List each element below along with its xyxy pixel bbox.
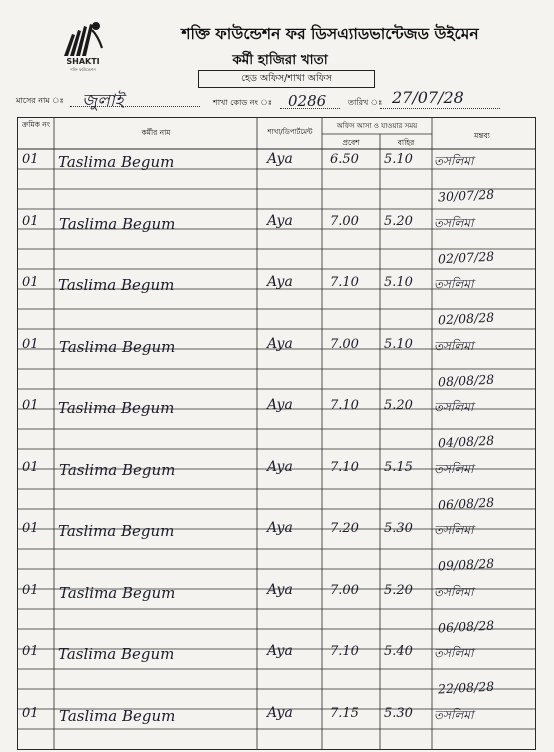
row-remarks: তসলিমা (434, 277, 474, 291)
row-entry-time: 7.00 (330, 582, 359, 598)
row-date-note: 06/08/28 (437, 617, 495, 635)
row-department: Aya (267, 704, 293, 721)
row-entry-time: 7.10 (330, 644, 359, 659)
row-employee-name: Taslima Begum (58, 399, 175, 417)
row-remarks: তসলিমা (434, 584, 474, 599)
shakti-logo (58, 16, 108, 76)
row-remarks: তসলিমা (434, 646, 474, 660)
row-serial: 01 (22, 336, 39, 352)
row-employee-name: Taslima Begum (59, 214, 176, 233)
header-office-time: অফিস আসা ও যাওয়ার সময় (336, 122, 418, 130)
header-serial: ক্রমিক নং (22, 120, 50, 129)
row-entry-time: 7.10 (330, 275, 359, 290)
row-serial: 01 (22, 398, 39, 413)
row-serial: 01 (22, 521, 39, 536)
row-date-note: 30/07/28 (437, 186, 495, 205)
date-value: 27/07/28 (392, 88, 464, 107)
logo-subtext: শক্তি ফাউন্ডেশন (70, 67, 96, 72)
row-department: Aya (267, 397, 293, 413)
row-remarks: তসলিমা (434, 523, 474, 537)
row-exit-time: 5.30 (384, 521, 413, 536)
row-department: Aya (267, 151, 293, 167)
row-date-note: 04/08/28 (437, 432, 495, 451)
row-department: Aya (267, 643, 293, 659)
row-employee-name: Taslima Begum (58, 645, 175, 663)
row-exit-time: 5.20 (384, 213, 413, 229)
row-employee-name: Taslima Begum (58, 153, 175, 171)
row-date-note: 22/08/28 (437, 678, 495, 697)
branch-code-value: 0286 (288, 92, 327, 110)
organization-title: শক্তি ফাউন্ডেশন ফর ডিসএ্যাডভান্টেজড উইমেন (181, 25, 479, 43)
row-serial: 01 (22, 152, 39, 167)
row-remarks: তসলিমা (434, 461, 474, 476)
row-exit-time: 5.30 (384, 705, 413, 721)
shakti-logo-icon (58, 16, 108, 58)
header-name: কর্মীর নাম (141, 128, 171, 137)
row-department: Aya (267, 212, 293, 229)
logo-text: SHAKTI (66, 57, 100, 66)
month-label: মাসের নাম ঃ (16, 96, 64, 105)
row-remarks: তসলিমা (434, 215, 474, 230)
row-serial: 01 (22, 459, 39, 475)
row-entry-time: 7.00 (330, 336, 359, 352)
row-date-note: 06/08/28 (437, 494, 495, 512)
row-date-note: 09/08/28 (437, 555, 495, 574)
row-remarks: তসলিমা (434, 707, 474, 722)
row-entry-time: 7.00 (330, 213, 359, 229)
row-date-note: 02/07/28 (437, 248, 495, 266)
month-value: জুলাই (82, 91, 124, 111)
date-underline (380, 108, 500, 109)
row-entry-time: 7.10 (330, 398, 359, 413)
row-exit-time: 5.10 (384, 275, 413, 290)
row-department: Aya (267, 274, 293, 290)
date-label: তারিখ ঃ (348, 98, 383, 107)
row-exit-time: 5.10 (384, 152, 413, 167)
row-remarks: তসলিমা (434, 338, 474, 353)
row-entry-time: 7.20 (330, 521, 359, 536)
row-employee-name: Taslima Begum (59, 337, 176, 356)
row-serial: 01 (22, 275, 39, 290)
row-serial: 01 (22, 582, 39, 598)
row-remarks: তসলিমা (434, 400, 474, 414)
row-department: Aya (267, 335, 293, 352)
row-employee-name: Taslima Begum (58, 276, 175, 294)
row-serial: 01 (22, 644, 39, 659)
row-exit-time: 5.15 (384, 459, 413, 475)
row-date-note: 02/08/28 (437, 309, 495, 328)
row-employee-name: Taslima Begum (58, 522, 175, 540)
row-date-note: 08/08/28 (437, 371, 495, 389)
row-entry-time: 6.50 (330, 152, 359, 167)
header-exit: বাহির (397, 138, 415, 147)
header-entry: প্রবেশ (342, 138, 360, 147)
row-department: Aya (267, 581, 293, 598)
row-employee-name: Taslima Begum (59, 706, 176, 725)
row-employee-name: Taslima Begum (59, 583, 176, 602)
row-exit-time: 5.40 (384, 644, 413, 659)
row-exit-time: 5.20 (384, 398, 413, 413)
row-serial: 01 (22, 213, 39, 229)
row-serial: 01 (22, 705, 39, 721)
branch-code-label: শাখা কোড নং ঃ (213, 98, 272, 107)
row-entry-time: 7.10 (330, 459, 359, 475)
row-entry-time: 7.15 (330, 705, 359, 721)
header-remarks: মন্তব্য (474, 131, 490, 140)
row-remarks: তসলিমা (434, 154, 474, 168)
row-department: Aya (267, 520, 293, 536)
row-exit-time: 5.20 (384, 582, 413, 598)
row-employee-name: Taslima Begum (59, 460, 176, 479)
office-type-box: হেড অফিস/শাখা অফিস (198, 70, 375, 88)
row-exit-time: 5.10 (384, 336, 413, 352)
header-branch-dept: শাখা/ডিপার্টমেন্ট (267, 128, 313, 136)
row-department: Aya (267, 458, 293, 475)
form-title: কর্মী হাজিরা খাতা (232, 52, 328, 68)
